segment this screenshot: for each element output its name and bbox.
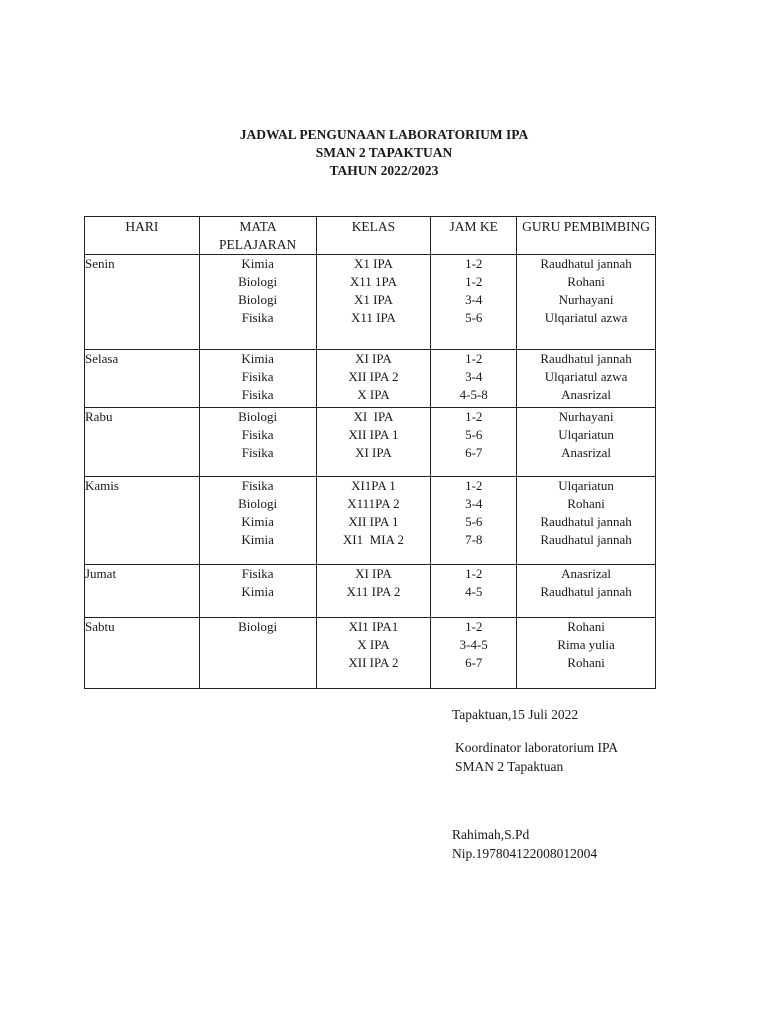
cell-hari: Sabtu <box>85 618 200 689</box>
cell-guru <box>517 350 656 408</box>
table-row <box>85 255 656 350</box>
signature-place-date: Tapaktuan,15 Juli 2022 <box>452 707 579 722</box>
mapel-line: Biologi <box>238 496 278 511</box>
mapel-line: Fisika <box>241 427 274 442</box>
jam-line: 4-5 <box>465 584 483 599</box>
jam-line: 5-6 <box>465 514 483 529</box>
table-row <box>85 350 656 408</box>
mapel-line: Fisika <box>241 445 274 460</box>
kelas-line: X IPA <box>357 387 390 402</box>
kelas-line: XII IPA 1 <box>348 427 399 442</box>
cell-jam <box>431 255 517 350</box>
cell-mapel <box>199 350 316 408</box>
kelas-line: X1 IPA <box>353 292 393 307</box>
mapel-line: Kimia <box>241 584 274 599</box>
guru-line: Raudhatul jannah <box>540 351 632 366</box>
header-guru-pembimbing: GURU PEMBIMBING <box>517 217 656 255</box>
kelas-line: X IPA <box>357 637 390 652</box>
kelas-line: X11 1PA <box>349 274 397 289</box>
mapel-line: Kimia <box>241 514 274 529</box>
guru-line: Ulqariatun <box>558 478 614 493</box>
signature-name: Rahimah,S.Pd <box>452 827 530 842</box>
mapel-line: Fisika <box>241 310 274 325</box>
mapel-line: Fisika <box>241 387 274 402</box>
table-row <box>85 565 656 618</box>
cell-kelas <box>316 565 431 618</box>
kelas-line: X11 IPA 2 <box>346 584 401 599</box>
guru-line: Ulqariatul azwa <box>544 369 628 384</box>
schedule-body <box>85 255 656 689</box>
guru-line: Anasrizal <box>561 566 611 581</box>
cell-hari: Senin <box>85 255 200 350</box>
kelas-line: XI1PA 1 <box>351 478 396 493</box>
guru-line: Rima yulia <box>557 637 615 652</box>
kelas-line: XI IPA <box>355 445 392 460</box>
kelas-line: XII IPA 1 <box>348 514 399 529</box>
cell-jam <box>431 408 517 477</box>
table-header-row <box>85 217 656 255</box>
cell-guru <box>517 477 656 565</box>
mapel-line: Kimia <box>241 351 274 366</box>
cell-hari: Jumat <box>85 565 200 618</box>
cell-mapel <box>199 565 316 618</box>
mapel-line: Biologi <box>238 292 278 307</box>
guru-line: Anasrizal <box>561 445 611 460</box>
kelas-line: XI IPA <box>355 351 392 366</box>
kelas-line: XII IPA 2 <box>348 369 399 384</box>
title-line-2: SMAN 2 TAPAKTUAN <box>315 145 453 160</box>
mapel-line: Fisika <box>241 478 274 493</box>
header-jam-ke: JAM KE <box>431 217 517 255</box>
mapel-line: Kimia <box>241 256 274 271</box>
guru-line: Nurhayani <box>558 292 614 307</box>
jam-line: 5-6 <box>465 310 483 325</box>
table-row <box>85 618 656 689</box>
mapel-line: Kimia <box>241 532 274 547</box>
mapel-line: Biologi <box>238 619 278 634</box>
jam-line: 6-7 <box>465 445 483 460</box>
jam-line: 1-2 <box>465 619 483 634</box>
mapel-line: Biologi <box>238 274 278 289</box>
header-mata-pelajaran: MATA PELAJARAN <box>199 217 316 255</box>
cell-guru <box>517 565 656 618</box>
cell-kelas <box>316 408 431 477</box>
jam-line: 1-2 <box>465 566 483 581</box>
kelas-line: XII IPA 2 <box>348 655 399 670</box>
mapel-line: Fisika <box>241 566 274 581</box>
jam-line: 5-6 <box>465 427 483 442</box>
header-kelas: KELAS <box>316 217 431 255</box>
guru-line: Raudhatul jannah <box>540 514 632 529</box>
guru-line: Rohani <box>567 619 605 634</box>
jam-line: 1-2 <box>465 478 483 493</box>
jam-line: 1-2 <box>465 256 483 271</box>
cell-guru <box>517 618 656 689</box>
kelas-line: X111PA 2 <box>347 496 400 511</box>
cell-kelas <box>316 255 431 350</box>
mapel-line: Fisika <box>241 369 274 384</box>
cell-mapel <box>199 477 316 565</box>
jam-line: 1-2 <box>465 274 483 289</box>
guru-line: Raudhatul jannah <box>540 532 632 547</box>
guru-line: Ulqariatul azwa <box>544 310 628 325</box>
kelas-line: XI1 IPA1 <box>348 619 399 634</box>
kelas-line: XI1 MIA 2 <box>342 532 404 547</box>
cell-mapel <box>199 255 316 350</box>
cell-hari: Selasa <box>85 350 200 408</box>
cell-jam <box>431 477 517 565</box>
cell-jam <box>431 350 517 408</box>
guru-line: Raudhatul jannah <box>540 256 632 271</box>
guru-line: Raudhatul jannah <box>540 584 632 599</box>
title-line-1: JADWAL PENGUNAAN LABORATORIUM IPA <box>239 127 529 142</box>
jam-line: 6-7 <box>465 655 483 670</box>
signature-role-line-1: Koordinator laboratorium IPA <box>455 740 618 755</box>
cell-kelas <box>316 350 431 408</box>
guru-line: Ulqariatun <box>558 427 614 442</box>
guru-line: Nurhayani <box>558 409 614 424</box>
header-hari: HARI <box>85 217 200 255</box>
jam-line: 7-8 <box>465 532 483 547</box>
cell-jam <box>431 565 517 618</box>
jam-line: 1-2 <box>465 351 483 366</box>
guru-line: Rohani <box>567 274 605 289</box>
jam-line: 3-4 <box>465 292 483 307</box>
guru-line: Anasrizal <box>561 387 611 402</box>
title-line-3: TAHUN 2022/2023 <box>329 163 439 178</box>
schedule-table <box>84 216 656 689</box>
table-row <box>85 477 656 565</box>
cell-guru <box>517 255 656 350</box>
cell-guru <box>517 408 656 477</box>
table-row <box>85 408 656 477</box>
signature-nip: Nip.197804122008012004 <box>452 846 598 861</box>
kelas-line: XI IPA <box>353 409 394 424</box>
jam-line: 4-5-8 <box>459 387 488 402</box>
cell-hari: Rabu <box>85 408 200 477</box>
jam-line: 3-4 <box>465 369 483 384</box>
mapel-line: Biologi <box>238 409 278 424</box>
jam-line: 1-2 <box>465 409 483 424</box>
cell-jam <box>431 618 517 689</box>
cell-mapel <box>199 618 316 689</box>
kelas-line: X11 IPA <box>350 310 396 325</box>
jam-line: 3-4 <box>465 496 483 511</box>
cell-kelas <box>316 618 431 689</box>
guru-line: Rohani <box>567 655 605 670</box>
kelas-line: X1 IPA <box>353 256 393 271</box>
cell-mapel <box>199 408 316 477</box>
cell-kelas <box>316 477 431 565</box>
document-title <box>0 126 768 180</box>
guru-line: Rohani <box>567 496 605 511</box>
jam-line: 3-4-5 <box>459 637 488 652</box>
signature-role-line-2: SMAN 2 Tapaktuan <box>455 759 564 774</box>
kelas-line: XI IPA <box>355 566 392 581</box>
cell-hari: Kamis <box>85 477 200 565</box>
